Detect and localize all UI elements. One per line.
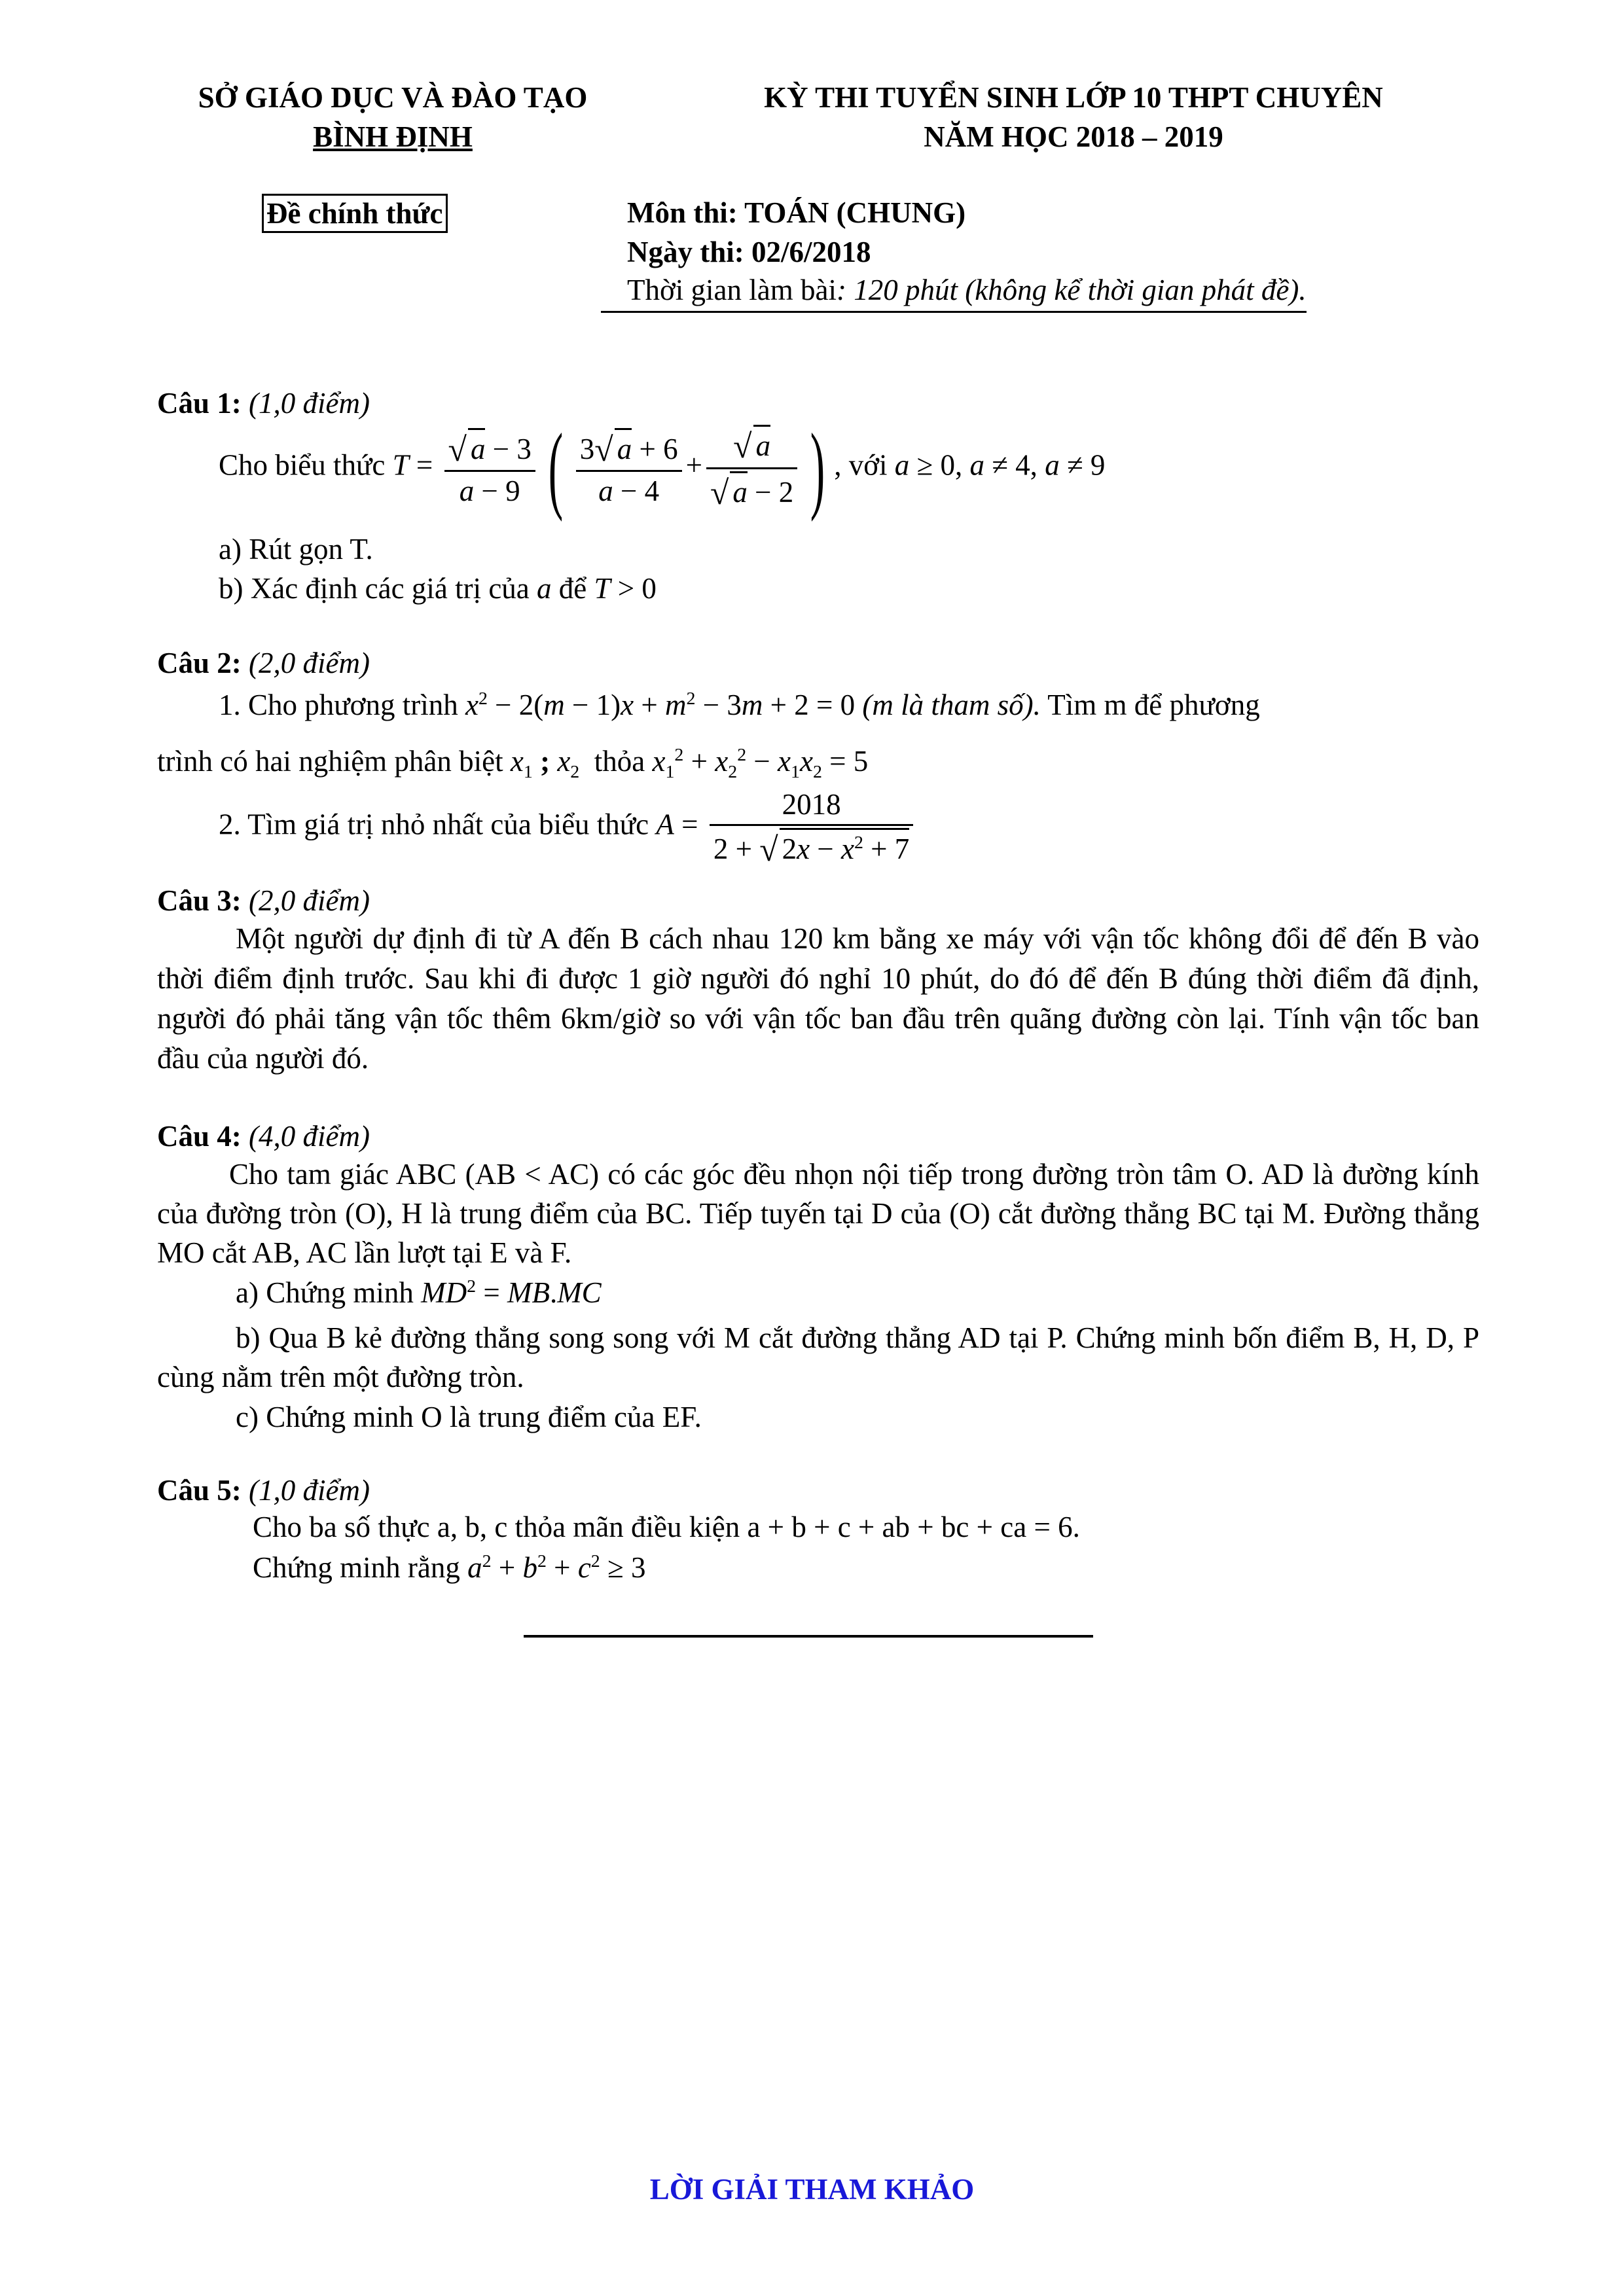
q2-part-1-line2: trình có hai nghiệm phân biệt $x_1$ ; $x_2$ thỏa $x_1^2 + x_2^2 - x_1x_2 = 5$ [157,745,869,782]
q4-part-a: a) Chứng minh $MD^2 = MB.MC$ [236,1276,602,1309]
q1-part-a: a) Rút gọn T. [219,533,373,565]
q5-points: (1,0 điểm) [249,1474,370,1507]
end-divider [524,1635,1093,1638]
solution-heading: LỜI GIẢI THAM KHẢO [649,2173,975,2206]
q1-heading [157,383,370,424]
q4-a-prefix: a) Chứng minh [236,1276,414,1309]
q5-title: Câu 5: [157,1474,242,1507]
school-year: NĂM HỌC 2018 – 2019 [924,120,1223,153]
q1-expression: Cho biểu thức T = $\frac{√ a - 3}{a - 9}$ ( $\frac{3√ a + 6}{a - 4}$ + $\frac{√ a}{√ a - 2}$ ) , với a ≥ 0, a ≠ 4, a ≠ 9 [219,414,1106,522]
q2-part-1-line1: 1. Cho phương trình $x^2 - 2(m - 1)x + m^2 - 3m + 2 = 0$ (m là tham số). Tìm m để phương [219,689,1260,721]
time-label: Thời gian làm bài [627,274,837,306]
q3-title: Câu 3: [157,884,242,917]
q4-part-b: b) Qua B kẻ đường thẳng song song với M cắt đường thẳng AD tại P. Chứng minh bốn điểm B, H, D, P cùng nằm trên một đường tròn. [157,1321,1479,1393]
exam-date: Ngày thi: 02/6/2018 [627,236,871,268]
subject: Môn thi: TOÁN (CHUNG) [627,196,966,229]
q3-points: (2,0 điểm) [249,884,370,917]
q3-text: Một người dự định đi từ A đến B cách nhau 120 km bằng xe máy với vận tốc không đổi để đến B vào thời điểm định trước. Sau khi đi được 1 giờ người đó nghỉ 10 phút, do đó để đến B đúng thời điểm đã định, người đó phải tăng vận tốc thêm 6km/giờ so với vận tốc ban đầu trên quãng đường còn lại. Tính vận tốc ban đầu của người đó. [157,922,1479,1075]
q1-b-prefix: b) Xác định các giá trị của [219,572,530,605]
q1-b-mid: để [558,572,587,605]
q2-p2-prefix: 2. Tìm giá trị nhỏ nhất của biểu thức [219,808,649,841]
q5-line2-prefix: Chứng minh rằng [253,1551,460,1584]
exam-title: KỲ THI TUYỂN SINH LỚP 10 THPT CHUYÊN [764,81,1383,114]
q4-part-c: c) Chứng minh O là trung điểm của EF. [236,1401,702,1433]
q2-p2-num: 2018 [710,785,914,826]
q3-heading [157,880,370,922]
q4-heading [157,1116,370,1157]
q3-text-block [157,919,1479,1079]
q2-p1-cond: thỏa [594,745,645,778]
department-name: SỞ GIÁO DỤC VÀ ĐÀO TẠO [198,81,588,114]
q2-heading [157,643,370,684]
q5-line2: Chứng minh rằng $a^2 + b^2 + c^2 \ge 3$ [253,1551,646,1584]
q2-p1-rest: Tìm m để phương [1047,689,1260,721]
q1-title: Câu 1: [157,387,242,420]
q1-points: (1,0 điểm) [249,387,370,420]
q1-intro: Cho biểu thức [219,448,386,482]
q1-suffix: , với [834,448,888,482]
q2-p1-line2: trình có hai nghiệm phân biệt [157,745,503,778]
official-label: Đề chính thức [262,194,448,233]
q4-title: Câu 4: [157,1120,242,1153]
q2-p1-prefix: 1. Cho phương trình [219,689,458,721]
province-name: BÌNH ĐỊNH [313,120,473,153]
time-allowed [601,270,1307,313]
q2-p1-param: (m là tham số). [862,689,1041,721]
q5-heading [157,1470,370,1511]
time-value: : 120 phút (không kể thời gian phát đề). [836,274,1307,306]
q4-text: Cho tam giác ABC (AB < AC) có các góc đều nhọn nội tiếp trong đường tròn tâm O. AD là đường kính của đường tròn (O), H là trung điểm của BC. Tiếp tuyến tại D của (O) cắt đường thẳng BC tại M. Đường thẳng MO cắt AB, AC lần lượt tại E và F. [157,1158,1479,1269]
q1-part-b: b) Xác định các giá trị của a để T > 0 [219,572,657,605]
q4-part-b-block [157,1318,1479,1397]
q2-title: Câu 2: [157,647,242,679]
q2-part-2: 2. Tìm giá trị nhỏ nhất của biểu thức A = $\frac{2018}{2 + √ 2x - x^2 + 7}$ [219,785,917,870]
q5-line1: Cho ba số thực a, b, c thỏa mãn điều kiện a + b + c + ab + bc + ca = 6. [253,1511,1080,1543]
q2-points: (2,0 điểm) [249,647,370,679]
q4-text-block [157,1155,1479,1272]
q4-points: (4,0 điểm) [249,1120,370,1153]
